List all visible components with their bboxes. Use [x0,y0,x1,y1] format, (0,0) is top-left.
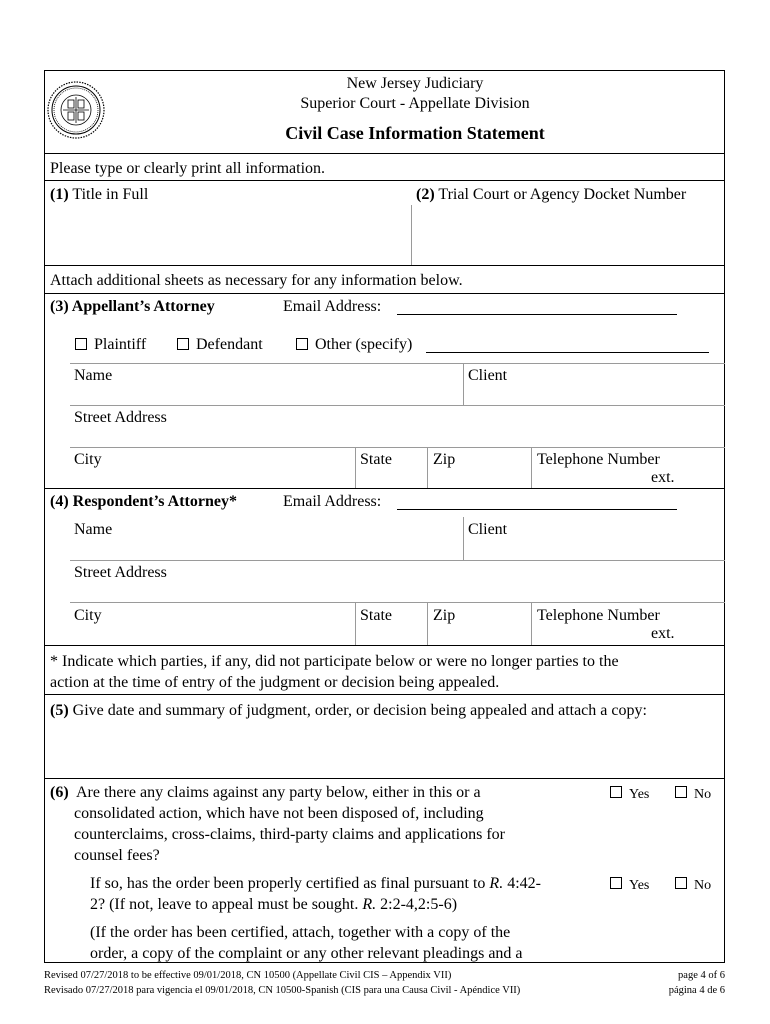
respondent-name-field[interactable]: Name [74,521,113,538]
divider [44,488,725,489]
name-client-divider [463,517,464,560]
respondent-phone-ext: ext. [651,625,675,642]
page-title: Civil Case Information Statement [285,123,545,143]
respondent-phone-field[interactable]: Telephone Number [537,607,660,624]
intro-text: Please type or clearly print all information. [50,160,326,177]
other-specify-field[interactable] [426,352,709,353]
section-3-heading: (3) Appellant’s Attorney [50,298,215,315]
section-6-no-checkbox[interactable] [675,786,687,798]
zip-phone-divider [531,447,532,488]
zip-phone-divider [531,602,532,645]
header-org: New Jersey Judiciary [346,75,484,92]
form-border-right [724,70,725,962]
certification-note-line-2: order, a copy of the complaint or any other relevant pleadings and a [90,945,523,962]
divider [44,645,725,646]
divider [70,405,725,406]
divider [44,694,725,695]
section-5-label: (5) Give date and summary of judgment, order, or decision being appealed and attach a copy: [50,702,647,719]
form-border-bottom [44,962,725,963]
divider [70,363,725,364]
section-6-question-line-3: counterclaims, cross-claims, third-party claims and applications for [74,826,505,843]
city-state-divider [355,447,356,488]
form-border-left [44,70,45,962]
divider [70,602,725,603]
divider [70,560,725,561]
section-6-number: (6) [50,784,69,801]
certification-yes-label: Yes [629,878,650,893]
section-4-heading: (4) Respondent’s Attorney* [50,493,237,510]
appellant-zip-field[interactable]: Zip [433,451,456,468]
state-zip-divider [427,602,428,645]
divider [44,153,725,154]
footer-page-es: página 4 de 6 [668,985,725,996]
respondent-email-field[interactable] [397,509,677,510]
respondent-city-field[interactable]: City [74,607,102,624]
certification-no-label: No [694,878,712,893]
respondent-street-field[interactable]: Street Address [74,564,167,581]
appellant-phone-field[interactable]: Telephone Number [537,451,660,468]
respondent-client-field[interactable]: Client [468,521,508,538]
appellant-street-field[interactable]: Street Address [74,409,167,426]
section-6-question-line-1: Are there any claims against any party below, either in this or a [76,784,481,801]
other-checkbox[interactable] [296,338,308,350]
respondent-zip-field[interactable]: Zip [433,607,456,624]
city-state-divider [355,602,356,645]
respondent-email-label: Email Address: [283,493,382,510]
other-label: Other (specify) [315,336,413,353]
footer-revision-en: Revised 07/27/2018 to be effective 09/01/2018, CN 10500 (Appellate Civil CIS – Appendix VII) [44,970,452,981]
section-6-question-line-2: consolidated action, which have not been disposed of, including [74,805,484,822]
attach-note: Attach additional sheets as necessary for any information below. [50,272,463,289]
appellant-city-field[interactable]: City [74,451,102,468]
appellant-client-field[interactable]: Client [468,367,508,384]
divider [44,180,725,181]
divider [44,293,725,294]
respondent-state-field[interactable]: State [360,607,392,624]
appellant-phone-ext: ext. [651,469,675,486]
certification-question-line-2: 2? (If not, leave to appeal must be sought. R. 2:2-4,2:5-6) [90,896,458,913]
state-zip-divider [427,447,428,488]
section-2-label: (2) Trial Court or Agency Docket Number [416,186,687,203]
section-6-yes-label: Yes [629,787,650,802]
plaintiff-checkbox[interactable] [75,338,87,350]
appellant-state-field[interactable]: State [360,451,392,468]
header-court: Superior Court - Appellate Division [300,95,530,112]
appellant-email-label: Email Address: [283,298,382,315]
divider [44,778,725,779]
divider [44,265,725,266]
footer-page-en: page 4 of 6 [678,970,725,981]
title-docket-divider [411,205,412,265]
asterisk-note-line-1: * Indicate which parties, if any, did not participate below or were no longer parties to the [50,653,619,670]
section-1-label: (1) Title in Full [50,186,149,203]
certification-no-checkbox[interactable] [675,877,687,889]
appellant-email-field[interactable] [397,314,677,315]
certification-question-line-1: If so, has the order been properly certified as final pursuant to R. 4:42- [90,875,541,892]
certification-yes-checkbox[interactable] [610,877,622,889]
form-border-top [44,70,725,71]
defendant-label: Defendant [196,336,263,353]
certification-note-line-1: (If the order has been certified, attach, together with a copy of the [90,924,511,941]
section-6-yes-checkbox[interactable] [610,786,622,798]
asterisk-note-line-2: action at the time of entry of the judgment or decision being appealed. [50,674,500,691]
defendant-checkbox[interactable] [177,338,189,350]
section-6-no-label: No [694,787,712,802]
name-client-divider [463,363,464,405]
section-6-question-line-4: counsel fees? [74,847,160,864]
appellant-name-field[interactable]: Name [74,367,113,384]
divider [70,447,725,448]
plaintiff-label: Plaintiff [94,336,147,353]
footer-revision-es: Revisado 07/27/2018 para vigencia el 09/01/2018, CN 10500-Spanish (CIS para una Causa Civil - Apéndice VII) [44,985,521,996]
